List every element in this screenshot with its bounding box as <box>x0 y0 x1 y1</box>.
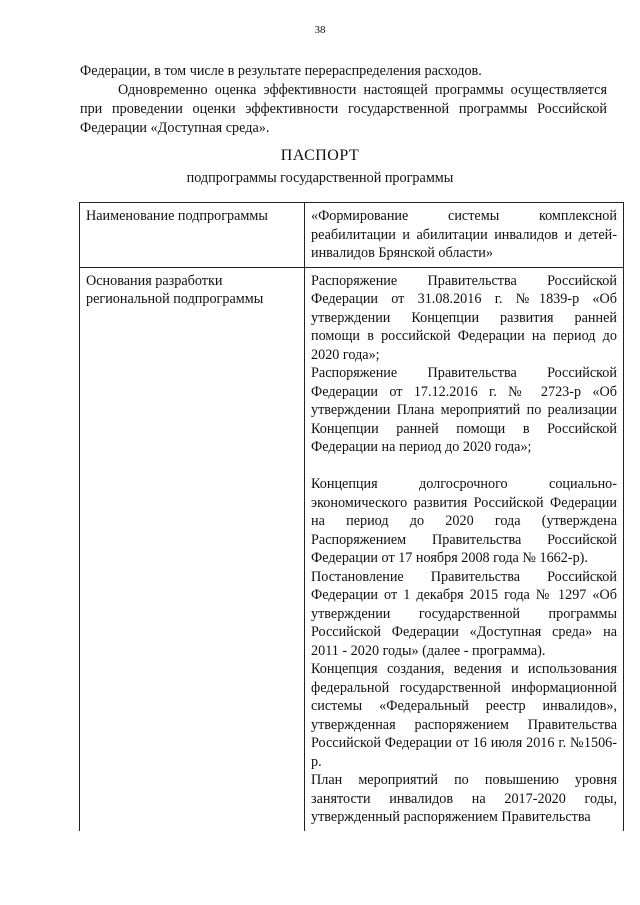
intro-text <box>80 62 607 138</box>
passport-title: ПАСПОРТ <box>280 147 360 164</box>
basis-item: Распоряжение Правительства Российской Федерации от 17.12.2016 г. № 2723-р «Об утверждении Плана мероприятий по реализации Концепции ранней помощи в Российской Федерации на период до 2020 года»; <box>311 365 617 455</box>
row-name-cell: Основания разработки региональной подпрограммы <box>80 267 305 831</box>
intro-paragraph-2: Одновременно оценка эффективности настоящей программы осуществляется при проведении оценки эффективности государственной программы Российской Федерации «Доступная среда». <box>80 82 607 136</box>
page-number: 38 <box>314 24 326 36</box>
basis-item: Постановление Правительства Российской Федерации от 1 декабря 2015 года № 1297 «Об утверждении государственной программы Российской Федерации «Доступная среда» на 2011 - 2020 годы» (далее - программа). <box>311 568 617 659</box>
row-value-cell <box>305 267 624 831</box>
table-row <box>80 267 624 831</box>
basis-item: Концепция долгосрочного социально-экономического развития Российской Федерации на период до 2020 года (утверждена Распоряжением Правительства Российской Федерации от 17 ноября 2008 года № 1662-р). <box>311 476 617 566</box>
row-value-cell: «Формирование системы комплексной реабилитации и абилитации инвалидов и детей-инвалидов Брянской области» <box>305 203 624 268</box>
basis-item: Концепция создания, ведения и использования федеральной государственной информационной системы «Федеральный реестр инвалидов», утвержденная распоряжением Правительства Российской Федерации от 16 июля 2016 г. №1506-р. <box>311 661 617 770</box>
basis-item: План мероприятий по повышению уровня занятости инвалидов на 2017-2020 годы, утвержденный распоряжением Правительства <box>311 772 617 825</box>
intro-paragraph-1: Федерации, в том числе в результате перераспределения расходов. <box>80 63 482 79</box>
table-row <box>80 203 624 268</box>
spacer <box>311 457 617 476</box>
basis-item: Распоряжение Правительства Российской Федерации от 31.08.2016 г. №1839-р «Об утверждении Концепции развития ранней помощи в российской Федерации на период до 2020 года»; <box>311 272 617 363</box>
passport-subtitle: подпрограммы государственной программы <box>186 170 454 186</box>
passport-table <box>79 202 624 831</box>
row-name-cell: Наименование подпрограммы <box>80 203 305 268</box>
